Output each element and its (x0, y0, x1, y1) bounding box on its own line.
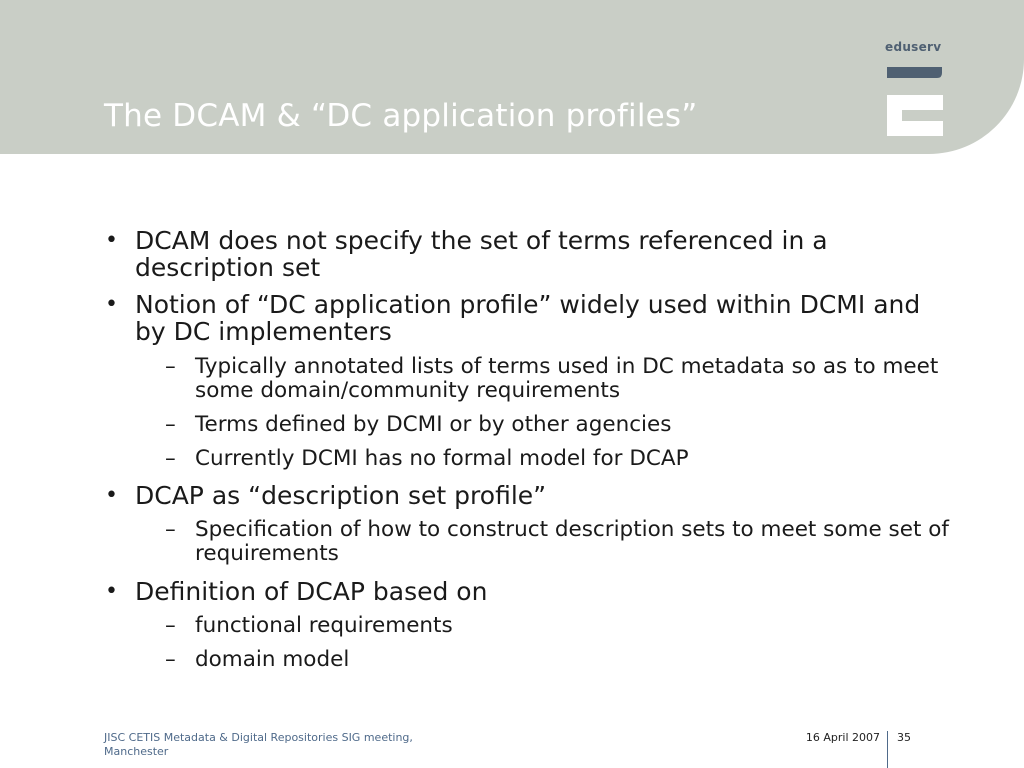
bullet-dot: • (105, 228, 118, 253)
bullet-item (105, 481, 925, 510)
sub-bullet-text: Currently DCMI has no formal model for DCAP (195, 446, 689, 471)
sub-bullet-item (165, 354, 955, 403)
sub-bullet-dash: – (165, 354, 176, 379)
sub-bullet-text: Terms defined by DCMI or by other agencies (195, 412, 672, 437)
bullet-item (105, 290, 925, 346)
sub-bullet-item (165, 446, 955, 471)
sub-bullet-dash: – (165, 647, 176, 672)
footer-date: 16 April 2007 (805, 731, 880, 744)
sub-bullet-text: Specification of how to construct description sets to meet some set of requirements (195, 517, 949, 566)
slide-title: The DCAM & “DC application profiles” (104, 98, 698, 134)
bullet-dot: • (105, 292, 118, 317)
bullet-text: Notion of “DC application profile” widely used within DCMI and by DC implementers (135, 290, 921, 346)
bullet-text: DCAM does not specify the set of terms referenced in a description set (135, 226, 828, 282)
sub-bullet-text: domain model (195, 647, 350, 672)
logo-wordmark: eduserv (885, 40, 942, 54)
bullet-text: Definition of DCAP based on (135, 577, 488, 606)
sub-bullet-dash: – (165, 446, 176, 471)
footer-event: JISC CETIS Metadata & Digital Repositories SIG meeting, Manchester (104, 731, 413, 758)
sub-bullet-text: Typically annotated lists of terms used in DC metadata so as to meet some domain/community requirements (195, 354, 939, 403)
sub-bullet-item (165, 412, 955, 437)
sub-bullet-dash: – (165, 517, 176, 542)
bullet-item (105, 226, 925, 282)
sub-bullet-item (165, 517, 955, 566)
bullet-item (105, 577, 925, 606)
bullet-dot: • (105, 483, 118, 508)
sub-bullet-item (165, 613, 955, 638)
sub-bullet-text: functional requirements (195, 613, 453, 638)
sub-bullet-dash: – (165, 412, 176, 437)
bullet-text: DCAP as “description set profile” (135, 481, 547, 510)
bullet-dot: • (105, 579, 118, 604)
page-number: 35 (897, 731, 911, 744)
sub-bullet-item (165, 647, 955, 672)
sub-bullet-dash: – (165, 613, 176, 638)
footer-divider (887, 731, 888, 768)
